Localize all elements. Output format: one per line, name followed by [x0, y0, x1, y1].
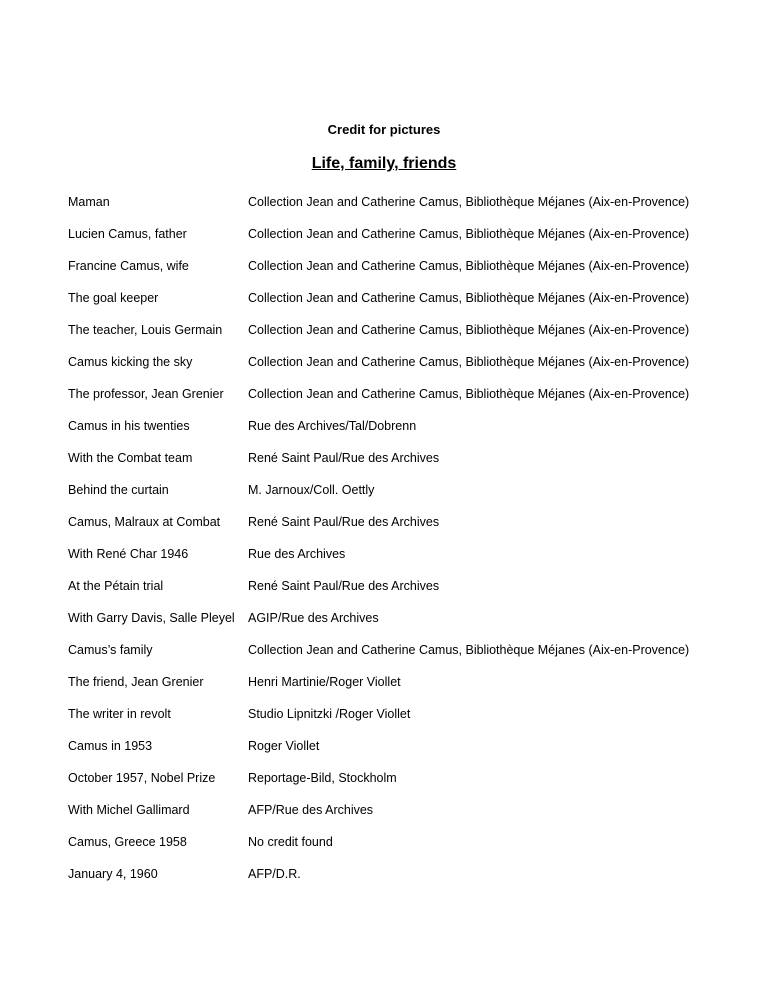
credit-source: M. Jarnoux/Coll. Oettly	[248, 483, 375, 497]
credit-row	[68, 866, 748, 898]
credit-subject: Camus, Greece 1958	[68, 835, 187, 849]
credit-row	[68, 674, 748, 706]
credit-source: Henri Martinie/Roger Viollet	[248, 675, 401, 689]
section-heading: Life, family, friends	[311, 155, 457, 172]
credit-subject: The professor, Jean Grenier	[68, 387, 224, 401]
credit-subject: Camus, Malraux at Combat	[68, 515, 221, 529]
credit-subject: Camus’s family	[68, 643, 153, 657]
credit-source: Rue des Archives/Tal/Dobrenn	[248, 419, 417, 433]
credit-row	[68, 706, 748, 738]
credit-source: No credit found	[248, 835, 333, 849]
credit-row	[68, 226, 748, 258]
credit-row	[68, 482, 748, 514]
credit-subject: Francine Camus, wife	[68, 259, 189, 273]
credit-row	[68, 514, 748, 546]
credit-row	[68, 258, 748, 290]
credit-subject: With René Char 1946	[68, 547, 189, 561]
credit-subject: With Michel Gallimard	[68, 803, 190, 817]
credit-subject: The friend, Jean Grenier	[68, 675, 204, 689]
credit-source: Collection Jean and Catherine Camus, Bibliothèque Méjanes (Aix-en-Provence)	[248, 643, 690, 657]
credit-subject: With the Combat team	[68, 451, 193, 465]
credit-subject: The teacher, Louis Germain	[68, 323, 223, 337]
credit-row	[68, 546, 748, 578]
credit-subject: Behind the curtain	[68, 483, 169, 497]
credit-subject: Camus in 1953	[68, 739, 153, 753]
credit-subject: The goal keeper	[68, 291, 159, 305]
credit-source: AFP/Rue des Archives	[248, 803, 374, 817]
credit-subject: Lucien Camus, father	[68, 227, 187, 241]
credit-subject: October 1957, Nobel Prize	[68, 771, 216, 785]
credit-source: AFP/D.R.	[248, 867, 301, 881]
credit-source: René Saint Paul/Rue des Archives	[248, 579, 440, 593]
credit-source: Rue des Archives	[248, 547, 346, 561]
credit-source: Collection Jean and Catherine Camus, Bibliothèque Méjanes (Aix-en-Provence)	[248, 227, 690, 241]
credit-row	[68, 578, 748, 610]
credit-row	[68, 386, 748, 418]
credits-list	[68, 194, 748, 898]
credit-row	[68, 834, 748, 866]
credit-source: Collection Jean and Catherine Camus, Bibliothèque Méjanes (Aix-en-Provence)	[248, 291, 690, 305]
credit-source: Roger Viollet	[248, 739, 320, 753]
document-title: Credit for pictures	[327, 122, 441, 137]
credit-source: Collection Jean and Catherine Camus, Bibliothèque Méjanes (Aix-en-Provence)	[248, 259, 690, 273]
credit-row	[68, 738, 748, 770]
credit-row	[68, 770, 748, 802]
credit-source: Collection Jean and Catherine Camus, Bibliothèque Méjanes (Aix-en-Provence)	[248, 387, 690, 401]
credit-row	[68, 322, 748, 354]
credit-row	[68, 194, 748, 226]
credit-row	[68, 450, 748, 482]
credit-subject: Maman	[68, 195, 110, 209]
credit-subject: At the Pétain trial	[68, 579, 164, 593]
credit-source: René Saint Paul/Rue des Archives	[248, 451, 440, 465]
credit-row	[68, 642, 748, 674]
credit-subject: January 4, 1960	[68, 867, 158, 881]
credit-source: Collection Jean and Catherine Camus, Bibliothèque Méjanes (Aix-en-Provence)	[248, 323, 690, 337]
credit-row	[68, 354, 748, 386]
credit-subject: Camus in his twenties	[68, 419, 190, 433]
credit-row	[68, 802, 748, 834]
credit-row	[68, 290, 748, 322]
credit-source: Collection Jean and Catherine Camus, Bibliothèque Méjanes (Aix-en-Provence)	[248, 355, 690, 369]
credit-source: AGIP/Rue des Archives	[248, 611, 379, 625]
credit-source: René Saint Paul/Rue des Archives	[248, 515, 440, 529]
credit-source: Collection Jean and Catherine Camus, Bibliothèque Méjanes (Aix-en-Provence)	[248, 195, 690, 209]
credit-row	[68, 418, 748, 450]
credit-subject: The writer in revolt	[68, 707, 171, 721]
credit-row	[68, 610, 748, 642]
credit-subject: Camus kicking the sky	[68, 355, 193, 369]
credit-source: Reportage-Bild, Stockholm	[248, 771, 397, 785]
credit-subject: With Garry Davis, Salle Pleyel	[68, 611, 235, 625]
credit-source: Studio Lipnitzki /Roger Viollet	[248, 707, 411, 721]
